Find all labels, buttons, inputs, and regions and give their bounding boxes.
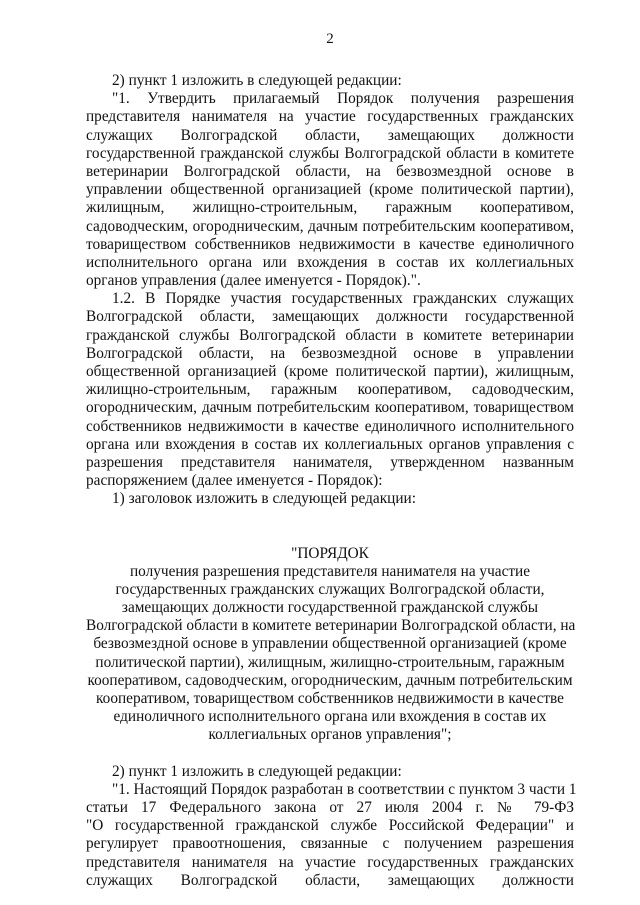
paragraph-line: 2) пункт 1 изложить в следующей редакции:: [112, 72, 402, 89]
paragraph-line: огородническим, дачным потребительским кооперативом, товариществом: [86, 399, 574, 417]
heading-line: кооперативом, садоводческим, огородническим, дачным потребительским: [87, 671, 573, 689]
paragraph-line: регулирует правоотношения, связанные с получением разрешения: [86, 835, 574, 853]
heading-line: политической партии), жилищным, жилищно-строительным, гаражным: [95, 653, 565, 671]
paragraph-line: Волгоградской области, замещающих должности государственной: [86, 308, 574, 326]
heading-line: Волгоградской области в комитете ветеринарии Волгоградской области, на: [86, 617, 576, 635]
paragraph-line: ветеринарии Волгоградской области, на безвозмездной основе в: [86, 162, 574, 180]
paragraph-line: собственников недвижимости в качестве единоличного исполнительного: [86, 417, 574, 435]
heading-line: получения разрешения представителя нанимателя на участие: [129, 562, 531, 580]
paragraph-line: разрешения представителя нанимателя, утвержденном названным: [86, 453, 574, 471]
paragraph-line: жилищно-строительным, гаражным кооперативом, садоводческим,: [86, 381, 574, 399]
paragraph-line: исполнительного органа или вхождения в состав их коллегиальных: [86, 253, 574, 271]
paragraph-line: Волгоградской области, на безвозмездной основе в управлении: [86, 344, 574, 362]
paragraph-line: распоряжением (далее именуется - Порядок):: [86, 472, 383, 490]
paragraph-line: статьи 17 Федерального закона от 27 июля 2004 г. № 79-ФЗ: [86, 798, 574, 816]
spacer: [86, 745, 574, 763]
paragraph-line: 2) пункт 1 изложить в следующей редакции:: [112, 762, 402, 780]
heading-line: коллегиальных органов управления";: [208, 726, 452, 744]
paragraph-line: служащих Волгоградской области, замещающих должности: [86, 871, 574, 889]
paragraph-line: 1.2. В Порядке участия государственных гражданских служащих: [112, 290, 574, 308]
paragraph-line: жилищным, жилищно-строительным, гаражным кооперативом,: [86, 199, 574, 217]
heading-line: единоличного исполнительного органа или вхождения в состав их: [113, 708, 547, 726]
paragraph-line: государственной гражданской службы Волгоградской области в комитете: [86, 144, 574, 162]
heading-line: кооперативом, товариществом собственников недвижимости в качестве: [96, 690, 564, 707]
paragraph-line: "1. Настоящий Порядок разработан в соответствии с пунктом 3 части 1: [112, 780, 577, 798]
paragraph-line: представителя нанимателя на участие государственных гражданских: [86, 108, 574, 126]
paragraph-line: представителя нанимателя на участие государственных гражданских: [86, 853, 574, 871]
amendment-block-2: [86, 762, 577, 890]
heading-line: замещающих должности государственной гражданской службы: [121, 599, 539, 617]
paragraph-line: общественной организацией (кроме политической партии), жилищным,: [86, 363, 574, 380]
paragraph-line: органа или вхождения в состав их коллегиальных органов управления с: [86, 435, 574, 453]
paragraph-line: 1) заголовок изложить в следующей редакции:: [112, 490, 416, 508]
paragraph-line: служащих Волгоградской области, замещающих должности: [86, 126, 574, 144]
paragraph-line: органов управления (далее именуется - Порядок).".: [86, 272, 421, 290]
spacer: [86, 509, 574, 545]
paragraph-line: "О государственной гражданской службе Российской Федерации" и: [86, 817, 574, 835]
paragraph-line: садоводческим, огородническим, дачным потребительским кооперативом,: [86, 217, 574, 235]
paragraph-line: товариществом собственников недвижимости в качестве единоличного: [86, 235, 574, 253]
order-heading: [86, 545, 574, 745]
paragraph-line: гражданской службы Волгоградской области в комитете ветеринарии: [86, 326, 574, 344]
heading-title: "ПОРЯДОК: [291, 544, 369, 562]
amendment-block-1: [86, 72, 574, 509]
paragraph-line: управлении общественной организацией (кроме политической партии),: [86, 181, 574, 199]
paragraph-line: "1. Утвердить прилагаемый Порядок получения разрешения: [112, 90, 574, 108]
heading-line: безвозмездной основе в управлении общественной организацией (кроме: [93, 635, 567, 653]
page-number: 2: [326, 31, 334, 47]
heading-line: государственных гражданских служащих Волгоградской области,: [115, 580, 545, 598]
